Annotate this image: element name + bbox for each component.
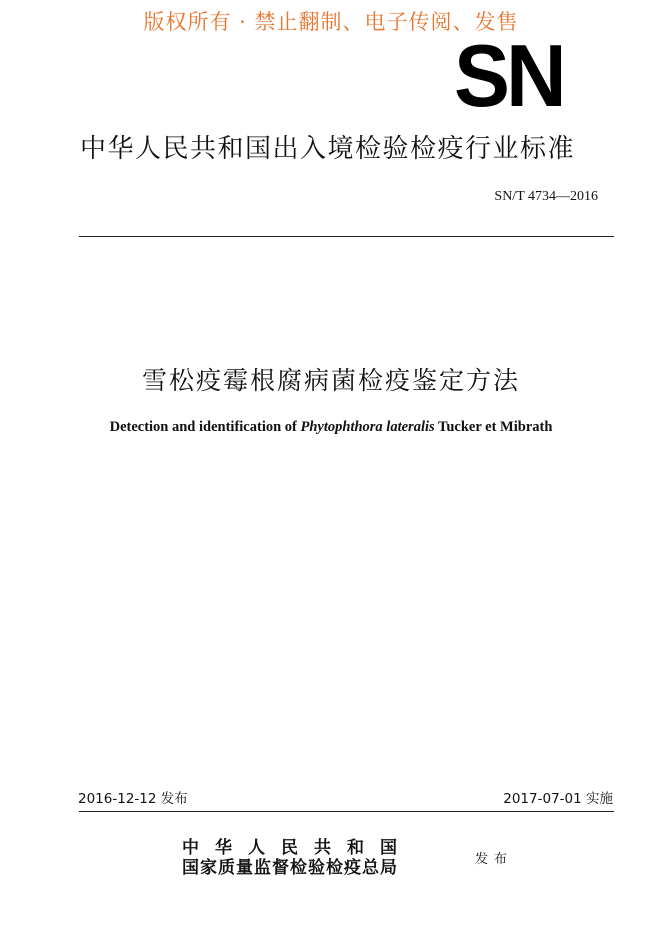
issuer-country: 中华人民共和国 [182, 838, 413, 858]
industry-standard-title: 中华人民共和国出入境检验检疫行业标准 [80, 134, 576, 164]
title-english-prefix: Detection and identification of [109, 419, 301, 435]
publish-label: 发布 [475, 852, 514, 867]
copyright-notice: 版权所有 · 禁止翻制、电子传阅、发售 [143, 10, 519, 34]
issue-date: 2016-12-12 发布 [78, 791, 188, 807]
title-english-suffix: Tucker et Mibrath [434, 419, 553, 435]
document-title-english [0, 419, 662, 436]
sn-logo: SN [454, 26, 563, 125]
bottom-divider [79, 811, 614, 812]
issuing-authority [182, 838, 413, 878]
top-divider [79, 236, 614, 237]
implementation-date: 2017-07-01 实施 [503, 791, 613, 807]
standard-number: SN/T 4734—2016 [494, 189, 598, 204]
issuer-agency: 国家质量监督检验检疫总局 [182, 858, 398, 878]
title-english-species: Phytophthora lateralis [300, 419, 435, 435]
document-title-chinese: 雪松疫霉根腐病菌检疫鉴定方法 [141, 366, 520, 395]
